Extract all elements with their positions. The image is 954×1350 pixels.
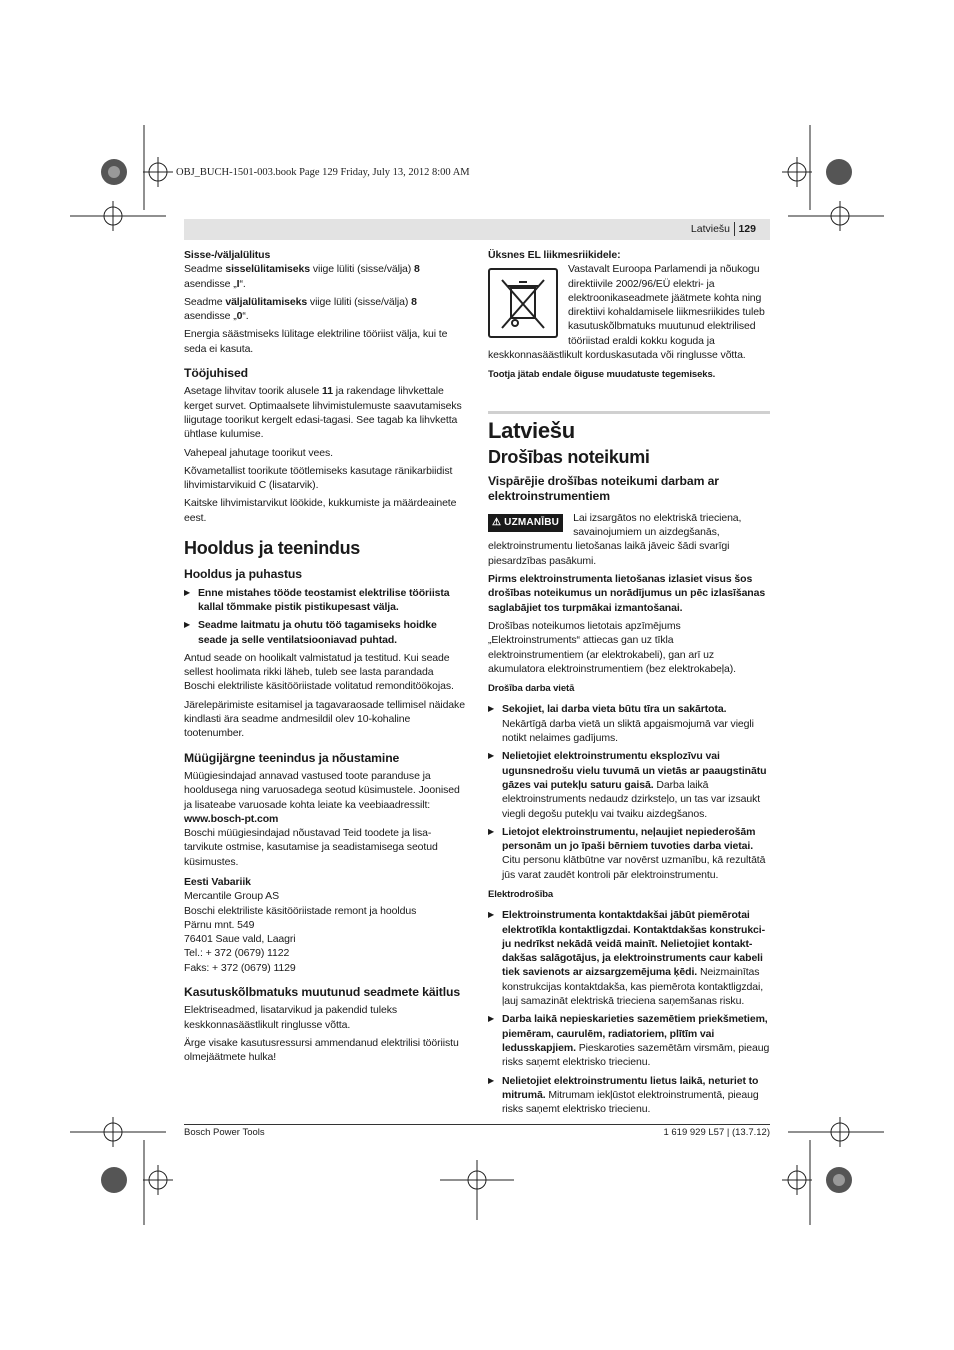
bosch-url: www.bosch-pt.com <box>184 812 279 825</box>
language-title: Latviešu <box>488 417 575 443</box>
address-line: 76401 Saue vald, Laagri <box>184 933 296 946</box>
work-area-bullet-3: ▶ Lietojot elektroinstrumentu, neļaujiet nepiederošām personām un jo īpaši bērniem tuvoties darba vietai. Citu personu klātbūtne var novērst uzmanību, kā rezultātā jūs varat zaudēt kontroli pār elektroinstrumentu. <box>488 825 770 882</box>
header-divider <box>734 222 735 236</box>
eu-heading: Üksnes EL liikmesriikidele: <box>488 249 621 261</box>
service-heading: Hooldus ja teenindus <box>184 538 361 559</box>
warning-icon: ⚠ <box>492 516 505 528</box>
footer-code: 1 619 929 L57 | (13.7.12) <box>663 1127 770 1138</box>
term-definition: Drošības noteikumos lietotais apzīmējums „Elektroinstruments“ attiecas gan uz tīkla elektroinstrumentiem (ar elektrokabeli), gan arī uz akumulatora elektroinstrumentiem (bez elektrokabeļa). <box>488 619 736 675</box>
section-divider <box>488 411 770 414</box>
work-text-4: Kaitske lihvimistarvikut löökide, kukkumiste ja määrdeainete eest. <box>184 497 457 524</box>
switch-heading: Sisse-/väljalülitus <box>184 249 271 261</box>
book-info-line: OBJ_BUCH-1501-003.book Page 129 Friday, July 13, 2012 8:00 AM <box>176 167 470 178</box>
disposal-text-1: Elektriseadmed, lisatarvikud ja pakendid tuleks keskkonnasäästlikult ringlusse võtta. <box>184 1004 397 1031</box>
electrical-bullet-1: ▶ Elektroinstrumenta kontaktdakšai jābūt piemērotai elektrotīkla kontaktligzdai. Kontaktdakšas konstrukciju nedrīkst nekādā veidā mainīt. Nelietojiet kontaktdakšas salāgotājus, ja elektroinstruments caur kabeli tiek savienots ar aizsargzemējuma ķēdi. Neizmainītas konstrukcijas kontaktdakša, kas piemērota kontaktligzdai, ļauj samazināt elektriskā trieciena saņemšanas risku. <box>488 908 770 1008</box>
warning-text: Lai izsargātos no elektriskā trieciena, savainojumiem un aizdegšanās, elektroinstrumentu lietošanas laikā jāveic šādi svarīgi piesardzības pasākumi. <box>488 511 742 567</box>
clean-heading: Hooldus ja puhastus <box>184 567 302 582</box>
safety-heading: Drošības noteikumi <box>488 446 650 467</box>
after-sales-text-2: Boschi müügiesindajad nõustavad Teid toodete ja lisatarvikute ostmise, kasutamise ja seadistamisega seotud küsimustes. <box>184 827 438 868</box>
clean-bullet-1: ▶ Enne mistahes tööde teostamist elektrilise tööriista kallal tõmmake pistik pistikupesast välja. <box>184 586 466 615</box>
electrical-bullet-2: ▶ Darba laikā nepieskarieties sazemētiem priekšmetiem, piemēram, caurulēm, radiatoriem, plītīm vai ledusskapjiem. Pieskaroties sazemētām virsmām, pieaug risks saņemt elektrisko triecienu. <box>488 1012 770 1069</box>
address-line: Boschi elektriliste käsitööriistade remont ja hooldus <box>184 904 417 917</box>
weee-bin-icon <box>488 268 558 338</box>
work-text-1: Asetage lihvitav toorik alusele 11 ja rakendage lihvkettale kerget survet. Optimaalsete lihvimistulemuste saavutamiseks liigutage toorikut kergelt edasi-tagasi. See tagab ka lihvketta ühtlase kulumise. <box>184 385 462 441</box>
header-language: Latviešu <box>690 223 730 235</box>
address-heading: Eesti Vabariik <box>184 875 251 888</box>
electrical-heading: Elektrodrošība <box>488 888 554 900</box>
after-sales-heading: Müügijärgne teenindus ja nõustamine <box>184 750 400 765</box>
clean-text-2: Järelepärimiste esitamisel ja tagavaraosade tellimisel näidake kindlasti ära seadme andmesildil olev 10-kohaline tootenumber. <box>184 698 465 740</box>
work-text-2: Vahepeal jahutage toorikut vees. <box>184 446 333 459</box>
switch-on-text: Seadme sisselülitamiseks viige lüliti (sisse/välja) 8 asendisse „I“. <box>184 263 420 290</box>
switch-off-text: Seadme väljalülitamiseks viige lüliti (sisse/välja) 8 asendisse „0“. <box>184 295 417 323</box>
rights-reserved: Tootja jätab endale õiguse muudatuste tegemiseks. <box>488 369 716 381</box>
address-line: Faks: + 372 (0679) 1129 <box>184 961 296 974</box>
address-block <box>184 889 466 975</box>
address-line: Tel.: + 372 (0679) 1122 <box>184 947 290 960</box>
after-sales-text-1: Müügiesindajad annavad vastused toote paranduse ja hooldusega ning varuosadega seotud küsimustele. Joonised ja lisateabe varuosade kohta leiate ka veebiaadressilt: <box>184 769 460 811</box>
work-heading: Tööjuhised <box>184 366 248 381</box>
disposal-text-2: Ärge visake kasutusressursi ammendanud elektrilisi tööriistu olmejäätmete hulka! <box>184 1036 459 1064</box>
left-column <box>184 248 466 1069</box>
work-area-heading: Drošība darba vietā <box>488 683 575 695</box>
page-number: 129 <box>738 223 756 235</box>
eu-text: Vastavalt Euroopa Parlamendi ja nõukogu direktiivile 2002/96/EÜ elektri- ja elektroonikaseadmete jäätmete kohta ning direktiivi kohaldamisele liikmesriikides tuleb kasutuskõlbmatuks muutunud elektrilised tööriistad eraldi kokku koguda ja keskkonnasäästlikult korduskasutada või ringlusse võtta. <box>488 263 765 362</box>
address-line: Pärnu mnt. 549 <box>184 918 255 931</box>
warning-badge: ⚠ UZMANĪBU <box>488 514 563 532</box>
clean-text-1: Antud seade on hoolikalt valmistatud ja testitud. Kui seade sellest hoolimata rikki läheb, tuleb see lasta parandada Boschi elektriliste käsitööriistade volitatud remonditöökojas. <box>184 651 454 693</box>
disposal-heading: Kasutuskõlbmatuks muutunud seadmete käitlus <box>184 985 461 1000</box>
right-column <box>488 248 770 1120</box>
energy-text: Energia säästmiseks lülitage elektriline tööriist välja, kui te seda ei kasuta. <box>184 328 448 355</box>
address-line: Mercantile Group AS <box>184 890 279 903</box>
page-header <box>184 219 770 240</box>
footer-brand: Bosch Power Tools <box>184 1127 265 1138</box>
work-text-3: Kõvametallist toorikute töötlemiseks kasutage ränikarbiidist lihvimistarvikuid C (lisatarvik). <box>184 464 453 492</box>
electrical-bullet-3: ▶ Nelietojiet elektroinstrumentu lietus laikā, neturiet to mitrumā. Mitrumam iekļūstot elektroinstrumentā, pieaug risks saņemt elektrisko triecienu. <box>488 1074 770 1117</box>
footer-rule <box>184 1124 770 1125</box>
read-instructions: Pirms elektroinstrumenta lietošanas izlasiet visus šos drošības noteikumus un norādījumus un pēc izlasīšanas saglabājiet tos turpmākai izmantošanai. <box>488 573 766 614</box>
clean-bullet-2: ▶ Seadme laitmatu ja ohutu töö tagamiseks hoidke seade ja selle ventilatsiooniavad puhtad. <box>184 618 466 647</box>
work-area-bullet-2: ▶ Nelietojiet elektroinstrumentu eksplozīvu vai ugunsnedrošu vielu tuvumā un vietās ar paaugstinātu gāzes vai putekļu saturu gaisā. Darba laikā elektroinstruments nedaudz dzirksteļo, un tas var izsaukt viegli degošu putekļu vai tvaiku aizdegšanos. <box>488 749 770 820</box>
work-area-bullet-1: ▶ Sekojiet, lai darba vieta būtu tīra un sakārtota. Nekārtīgā darba vietā un sliktā apgaismojumā var viegli notikt nelaimes gadījums. <box>488 702 770 745</box>
general-safety-heading: Vispārējie drošības noteikumi darbam ar elektroinstrumentiem <box>488 474 719 503</box>
